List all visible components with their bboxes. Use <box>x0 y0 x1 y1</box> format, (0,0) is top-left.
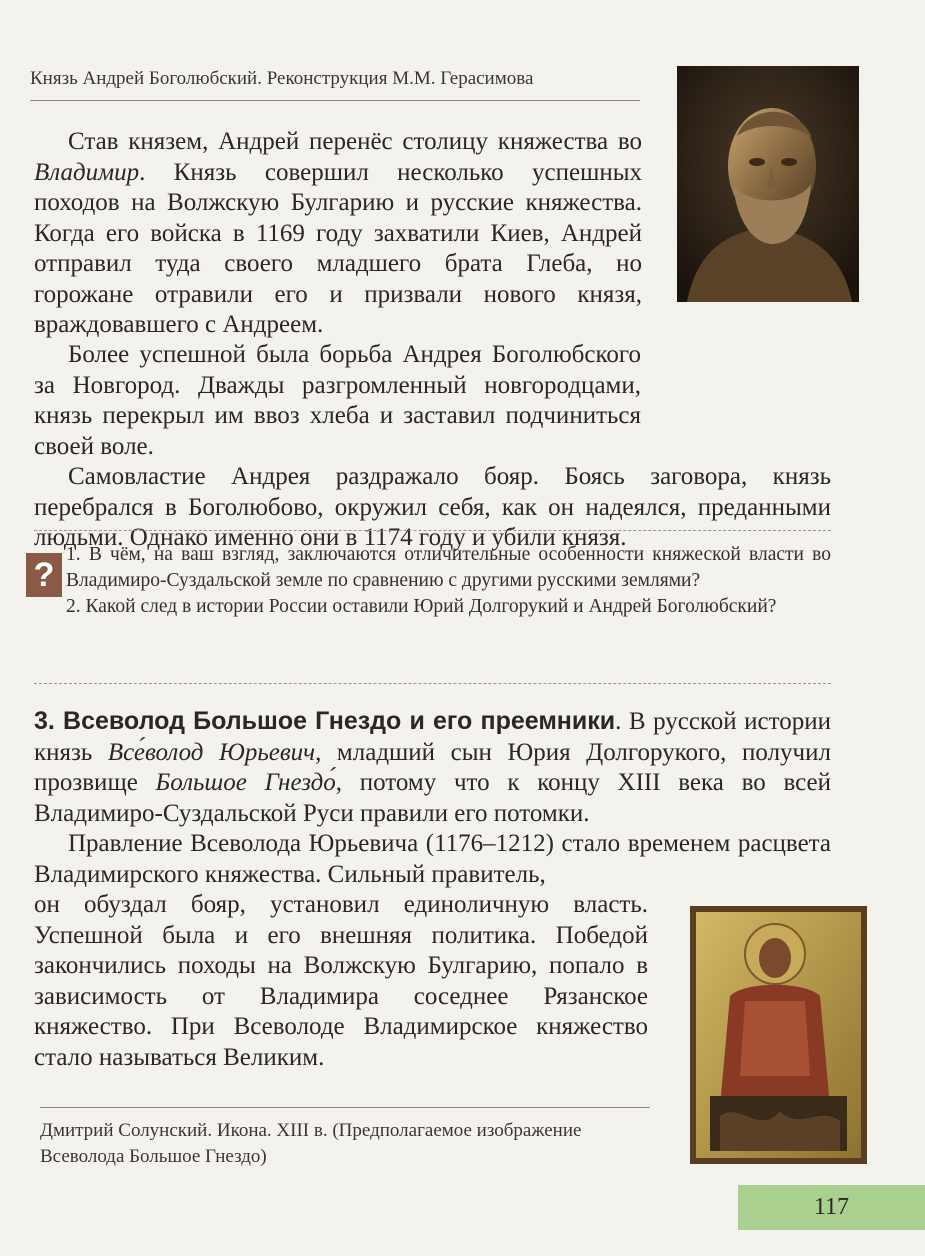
icon-painting <box>690 906 867 1164</box>
paragraph-5b: он обуздал бояр, установил единоличную власть. Успешной была и его внешняя политика. Победой закончились походы на Волжскую Булгарию, попало в зависимость от Владимира соседнее Рязанское княжество. При Всеволоде Владимирское княжество стало называться Великим. <box>34 891 648 1071</box>
paragraph-2: Более успешной была борьба Андрея Боголюбского за Новгород. Дважды разгромленный новгородцами, князь перекрыл им ввоз хлеба и заставил подчиниться своей воле. <box>34 341 641 460</box>
bust-caption: Князь Андрей Боголюбский. Реконструкция М.М. Герасимова <box>30 68 534 89</box>
paragraph-2-3 <box>34 340 831 554</box>
question-2: 2. Какой след в истории России оставили Юрий Долгорукий и Андрей Боголюбский? <box>66 596 777 617</box>
paragraph-5a: Правление Всеволода Юрьевича (1176–1212) стало временем расцвета Владимирского княжества. Сильный правитель, <box>34 830 831 888</box>
questions-block <box>66 542 831 620</box>
questions-top-rule <box>34 530 831 531</box>
caption-rule <box>30 100 640 101</box>
section-heading: 3. Всеволод Большое Гнездо и его преемники <box>34 707 616 735</box>
icon-caption: Дмитрий Солунский. Икона. XIII в. (Предполагаемое изображение Всеволода Большое Гнездо) <box>40 1120 582 1167</box>
bust-photo <box>677 66 859 302</box>
question-icon: ? <box>26 553 62 597</box>
questions-bottom-rule <box>34 683 831 684</box>
page-number: 117 <box>738 1185 925 1230</box>
bottom-caption-rule <box>40 1107 650 1108</box>
question-1: 1. В чём, на ваш взгляд, заключаются отличительные особенности княжеской власти во Владимиро-Суздальской земле по сравнению с другими русскими землями? <box>66 544 831 591</box>
section-3: 3. Всеволод Большое Гнездо и его преемники. В русской истории князь Все́волод Юрьевич, младший сын Юрия Долгорукого, получил прозвище Большое Гнездо́, потому что к концу XIII века во всей Владимиро-Суздальской Руси правили его потомки. Правление Всеволода Юрьевича (1176–1212) стало временем расцвета Владимирского княжества. Сильный правитель, <box>34 706 831 890</box>
paragraph-3: Самовластие Андрея раздражало бояр. Боясь заговора, князь перебрался в Боголюбово, окружил себя, как он надеялся, преданными людьми. Однако именно они в 1174 году и убили князя. <box>34 463 831 551</box>
paragraph-1: Став князем, Андрей перенёс столицу княжества во Владимир. Князь совершил несколько успешных походов на Волжскую Булгарию и русские княжества. Когда его войска в 1169 году захватили Киев, Андрей отправил туда своего младшего брата Глеба, но горожане отравили его и призвали нового князя, враждовавшего с Андреем. <box>34 128 642 338</box>
